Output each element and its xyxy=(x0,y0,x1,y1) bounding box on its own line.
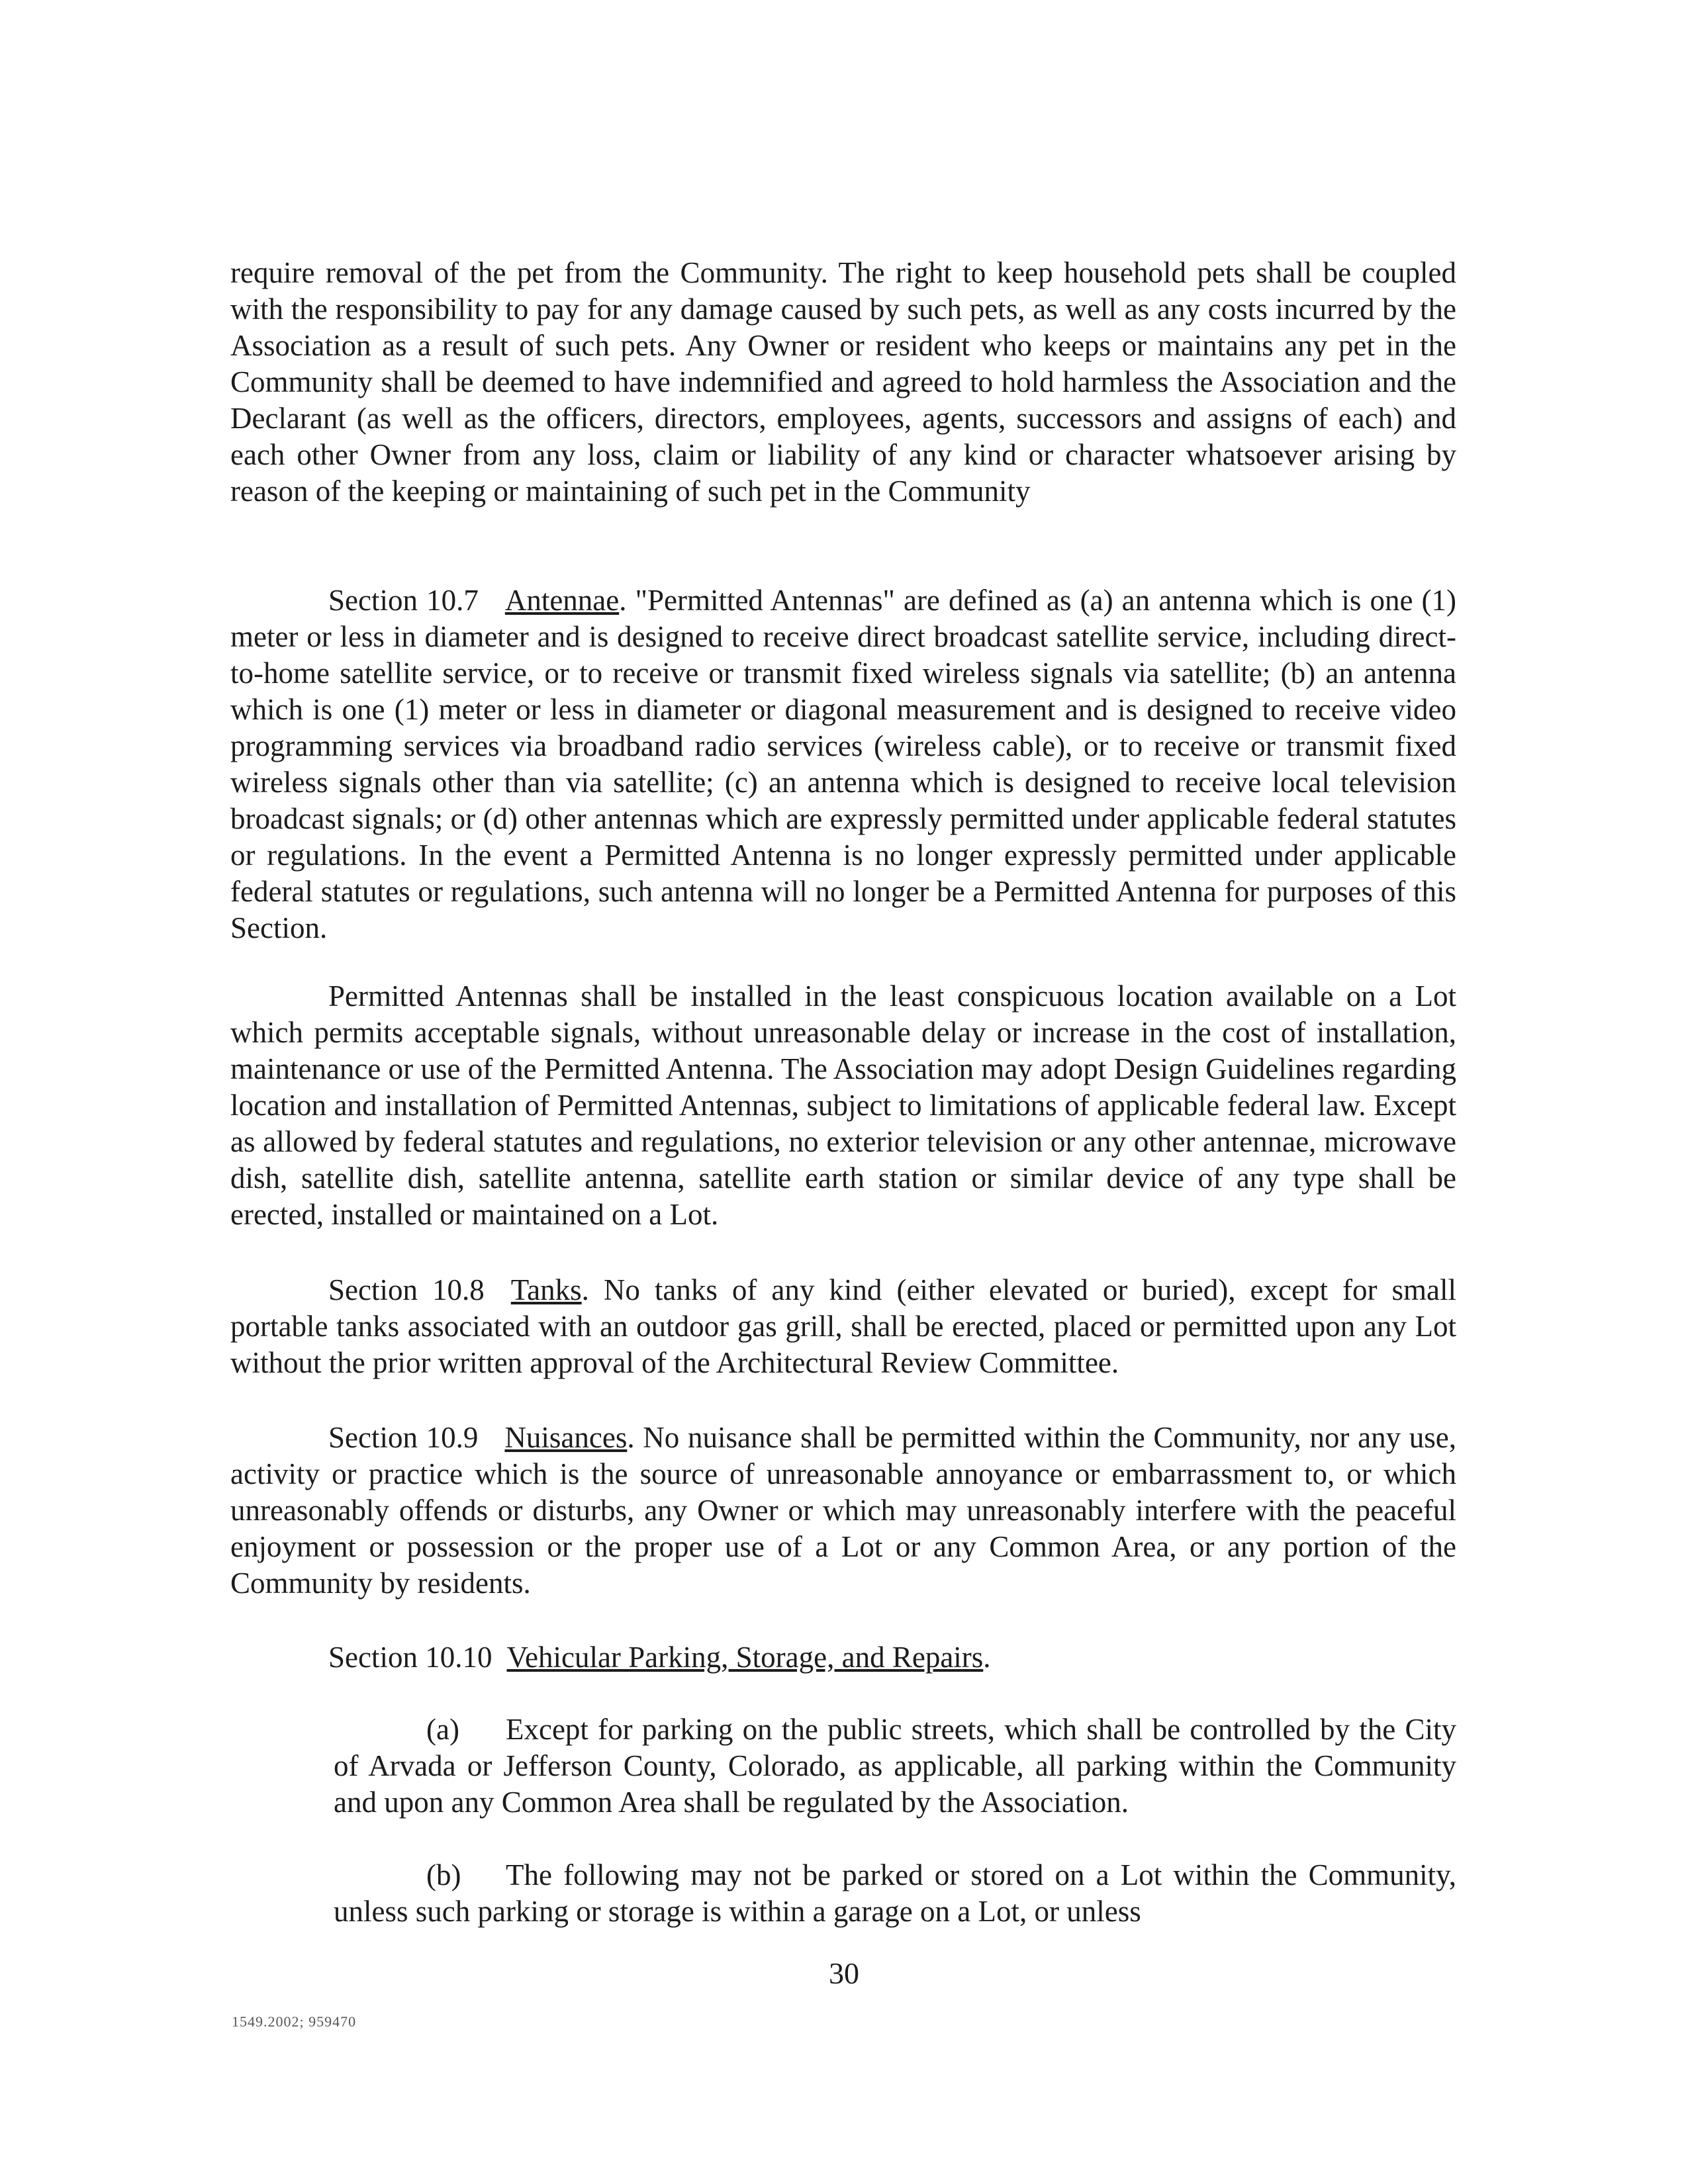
section-10-7-antennae xyxy=(230,582,1456,946)
subsection-label: (a) xyxy=(426,1713,459,1746)
paragraph-pet-continued: require removal of the pet from the Community. The right to keep household pets shall be coupled with the responsibility to pay for any damage caused by such pets, as well as any costs incurred by the Association as a result of such pets. Any Owner or resident who keeps or maintains any pet in the Community shall be deemed to have indemnified and agreed to hold harmless the Association and the Declarant (as well as the officers, directors, employees, agents, successors and assigns of each) and each other Owner from any loss, claim or liability of any kind or character whatsoever arising by reason of the keeping or maintaining of such pet in the Community xyxy=(230,256,1456,508)
section-10-8-tanks xyxy=(230,1272,1456,1381)
subsection-body: Except for parking on the public streets, which shall be controlled by the City of Arvada or Jefferson County, Colorado, as applicable, all parking within the Community and upon any Common Area shall be regulated by the Association. xyxy=(334,1713,1456,1819)
subsection-body: The following may not be parked or stored on a Lot within the Community, unless such parking or storage is within a garage on a Lot, or unless xyxy=(334,1858,1456,1928)
section-body: . No tanks of any kind (either elevated or buried), except for small portable tanks associated with an outdoor gas grill, shall be erected, placed or permitted upon any Lot without the prior written approval of the Architectural Review Committee. xyxy=(230,1273,1456,1379)
paragraph-permitted-antennas: Permitted Antennas shall be installed in the least conspicuous location available on a Lot which permits acceptable signals, without unreasonable delay or increase in the cost of installation, maintenance or use of the Permitted Antenna. The Association may adopt Design Guidelines regarding location and installation of Permitted Antennas, subject to limitations of applicable federal law. Except as allowed by federal statutes and regulations, no exterior television or any other antennae, microwave dish, satellite dish, satellite antenna, satellite earth station or similar device of any type shall be erected, installed or maintained on a Lot. xyxy=(230,979,1456,1231)
subsection-a xyxy=(334,1711,1456,1821)
section-title-period: . xyxy=(983,1641,991,1674)
subsection-label: (b) xyxy=(426,1858,461,1891)
page-number: 30 xyxy=(829,1956,859,1990)
document-id: 1549.2002; 959470 xyxy=(232,2013,357,2030)
section-10-9-nuisances xyxy=(230,1420,1456,1602)
section-title: Vehicular Parking, Storage, and Repairs xyxy=(506,1641,984,1674)
section-label: Section 10.8 xyxy=(328,1273,485,1306)
section-label: Section 10.9 xyxy=(328,1421,479,1454)
section-title: Nuisances xyxy=(504,1421,628,1454)
section-title: Antennae xyxy=(504,584,620,617)
section-body: . No nuisance shall be permitted within the Community, nor any use, activity or practice which is the source of unreasonable annoyance or embarrassment to, or which unreasonably offends or disturbs, any Owner or which may unreasonably interfere with the peaceful enjoyment or possession or the proper use of a Lot or any Common Area, or any portion of the Community by residents. xyxy=(230,1421,1456,1600)
subsection-b xyxy=(334,1857,1456,1930)
section-title: Tanks xyxy=(510,1273,582,1306)
section-label: Section 10.7 xyxy=(328,584,479,617)
section-body: . "Permitted Antennas" are defined as (a) an antenna which is one (1) meter or less in diameter and is designed to receive direct broadcast satellite service, including direct-to-home satellite service, or to receive or transmit fixed wireless signals via satellite; (b) an antenna which is one (1) meter or less in diameter or diagonal measurement and is designed to receive video programming services via broadband radio services (wireless cable), or to receive or transmit fixed wireless signals other than via satellite; (c) an antenna which is designed to receive local television broadcast signals; or (d) other antennas which are expressly permitted under applicable federal statutes or regulations. In the event a Permitted Antenna is no longer expressly permitted under applicable federal statutes or regulations, such antenna will no longer be a Permitted Antenna for purposes of this Section. xyxy=(230,584,1456,944)
section-label: Section 10.10 xyxy=(328,1641,492,1674)
section-10-10-vehicular-parking xyxy=(230,1639,1456,1676)
